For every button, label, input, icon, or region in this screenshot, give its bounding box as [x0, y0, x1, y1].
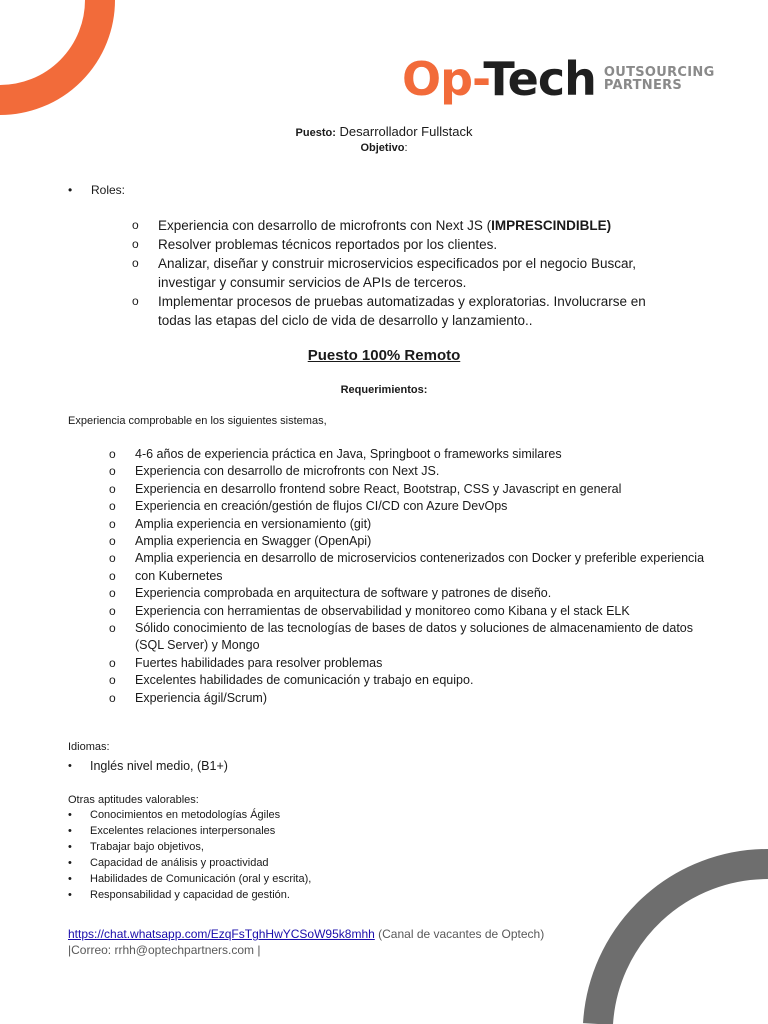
list-item [132, 254, 678, 292]
bullet-icon: • [68, 809, 72, 821]
list-item [109, 463, 715, 480]
skill-text: Trabajar bajo objetivos, [90, 840, 204, 853]
list-item [109, 550, 715, 567]
logo-dash: - [472, 52, 484, 106]
req-text: Experiencia en creación/gestión de flujos CI/CD con Azure DevOps [135, 499, 508, 514]
list-item [109, 690, 715, 707]
list-item [109, 603, 715, 620]
role-text: Implementar procesos de pruebas automatizadas y exploratorias. Involucrarse en todas las etapas del ciclo de vida de desarrollo y lanzamiento.. [158, 294, 646, 328]
list-item [109, 481, 715, 498]
bullet-icon: • [68, 856, 72, 869]
circle-bullet-icon: o [132, 294, 139, 308]
circle-bullet-icon: o [109, 516, 116, 531]
requirements-intro: Experiencia comprobable en los siguientes sistemas, [68, 415, 327, 427]
puesto-value: Desarrollador Fullstack [339, 124, 473, 139]
req-text: Experiencia comprobada en arquitectura de software y patrones de diseño. [135, 586, 552, 601]
skill-text: Habilidades de Comunicación (oral y escrita), [90, 872, 312, 885]
list-item [132, 235, 678, 254]
list-item [109, 620, 715, 655]
circle-bullet-icon: o [109, 568, 116, 583]
languages-list [68, 758, 228, 775]
circle-bullet-icon: o [132, 237, 139, 251]
list-item [132, 216, 678, 235]
circle-bullet-icon: o [109, 655, 116, 670]
skill-text: Responsabilidad y capacidad de gestión. [90, 888, 290, 901]
req-text: con Kubernetes [135, 568, 223, 583]
list-item [68, 888, 311, 904]
objetivo-line [0, 142, 768, 154]
bullet-icon: • [68, 760, 72, 772]
channel-note: (Canal de vacantes de Optech) [374, 927, 545, 941]
req-text: Experiencia con herramientas de observabilidad y monitoreo como Kibana y el stack ELK [135, 603, 630, 618]
list-item [68, 840, 311, 856]
list-item [109, 498, 715, 515]
list-item [68, 872, 312, 888]
list-item [132, 292, 678, 330]
skill-text: Conocimientos en metodologías Ágiles [90, 809, 281, 821]
bottom-gray-arc [578, 844, 768, 1024]
list-item [109, 655, 715, 672]
req-text: 4-6 años de experiencia práctica en Java, Springboot o frameworks similares [135, 447, 562, 461]
logo-sub-line1: OUTSOURCING [603, 65, 715, 80]
list-item [68, 824, 311, 840]
email-line: |Correo: rrhh@optechpartners.com | [68, 943, 261, 957]
logo-op: Op [402, 52, 473, 106]
whatsapp-link[interactable]: https://chat.whatsapp.com/EzqFsTghHwYCSoW95k8mhh [68, 927, 375, 941]
req-text: Experiencia ágil/Scrum) [135, 690, 267, 705]
circle-bullet-icon: o [109, 551, 116, 566]
other-skills-list [68, 808, 312, 903]
bullet-icon: • [68, 840, 72, 853]
circle-bullet-icon: o [109, 586, 116, 601]
bullet-icon: • [68, 183, 73, 197]
roles-list [132, 216, 678, 330]
other-skills-heading: Otras aptitudes valorables: [68, 794, 199, 806]
circle-bullet-icon: o [132, 218, 139, 232]
puesto-label: Puesto: [295, 127, 336, 139]
circle-bullet-icon: o [109, 464, 116, 479]
list-item [109, 446, 715, 463]
list-item [68, 856, 311, 872]
logo-wordmark [402, 52, 596, 106]
list-item [109, 672, 715, 689]
objetivo-label: Objetivo [360, 142, 405, 154]
language-text: Inglés nivel medio, (B1+) [90, 759, 228, 773]
circle-bullet-icon: o [132, 256, 139, 270]
skill-text: Excelentes relaciones interpersonales [90, 824, 276, 837]
req-text: Amplia experiencia en versionamiento (git) [135, 516, 372, 531]
skill-text: Capacidad de análisis y proactividad [90, 856, 269, 869]
req-text: Fuertes habilidades para resolver problemas [135, 655, 383, 670]
role-text: Experiencia con desarrollo de microfronts con Next JS ( [158, 218, 492, 233]
circle-bullet-icon: o [109, 499, 116, 514]
list-item [68, 758, 228, 775]
languages-heading: Idiomas: [68, 741, 110, 753]
puesto-line [0, 124, 768, 139]
logo-sub-line2: PARTNERS [603, 78, 683, 93]
logo-tech: Tech [483, 52, 596, 106]
remote-heading: Puesto 100% Remoto [307, 347, 461, 364]
req-text: Amplia experiencia en Swagger (OpenApi) [135, 534, 372, 549]
circle-bullet-icon: o [109, 603, 116, 618]
role-text: Analizar, diseñar y construir microservicios especificados por el negocio Buscar, investigar y consumir servicios de APIs de terceros. [158, 256, 636, 290]
circle-bullet-icon: o [109, 621, 116, 636]
circle-bullet-icon: o [109, 673, 116, 688]
list-item [109, 533, 715, 550]
logo-subtitle [604, 66, 715, 92]
list-item [68, 808, 311, 824]
circle-bullet-icon: o [109, 690, 116, 705]
circle-bullet-icon: o [109, 481, 116, 496]
whatsapp-line [68, 927, 544, 941]
optech-logo [402, 52, 715, 106]
req-text: Amplia experiencia en desarrollo de microservicios contenerizados con Docker y preferible experiencia [135, 551, 705, 566]
requirements-heading: Requerimientos: [340, 384, 428, 396]
circle-bullet-icon: o [109, 534, 116, 549]
list-item [109, 568, 715, 585]
bullet-icon: • [68, 824, 72, 837]
role-bold: IMPRESCINDIBLE) [491, 218, 612, 233]
req-text: Excelentes habilidades de comunicación y trabajo en equipo. [135, 673, 474, 688]
roles-label: Roles: [91, 183, 126, 197]
bullet-icon: • [68, 888, 72, 901]
req-text: Experiencia con desarrollo de microfronts con Next JS. [135, 464, 440, 479]
top-orange-arc [0, 0, 140, 140]
role-text: Resolver problemas técnicos reportados por los clientes. [158, 237, 498, 252]
req-text: Sólido conocimiento de las tecnologías de bases de datos y soluciones de almacenamiento de datos (SQL Server) y Mongo [135, 621, 693, 653]
req-text: Experiencia en desarrollo frontend sobre React, Bootstrap, CSS y Javascript en general [135, 481, 622, 496]
bullet-icon: • [68, 872, 72, 885]
circle-bullet-icon: o [109, 447, 116, 461]
list-item [109, 516, 715, 533]
requirements-list [109, 446, 715, 707]
list-item [109, 585, 715, 602]
objetivo-suffix: : [404, 142, 408, 154]
